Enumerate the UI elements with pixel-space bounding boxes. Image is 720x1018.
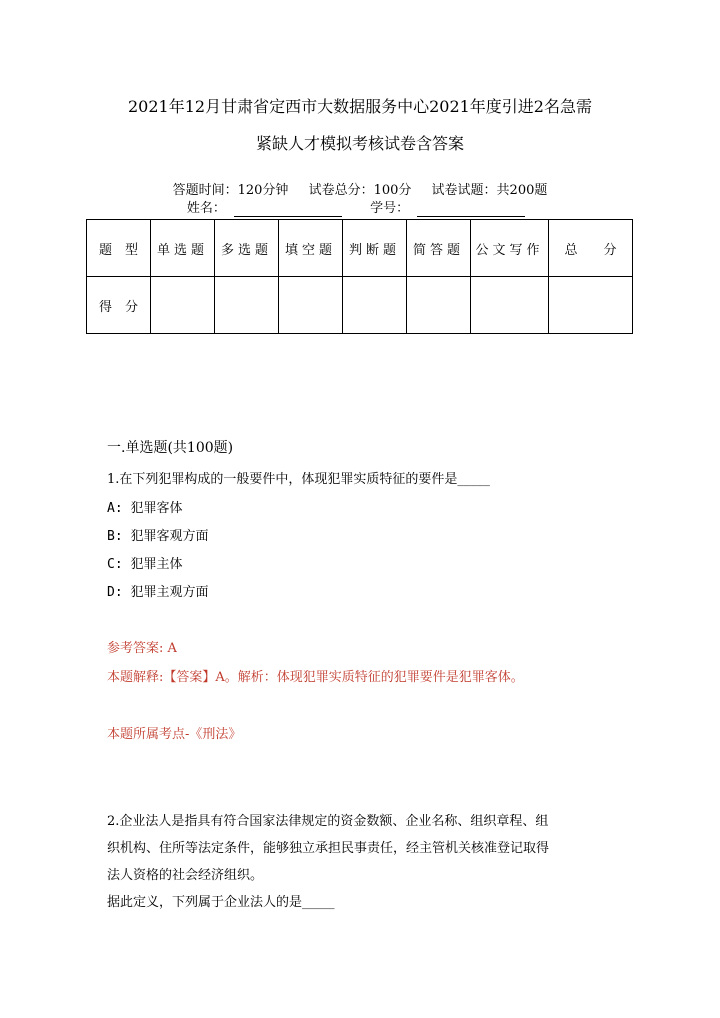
q1-explanation: 本题解释:【答案】A。解析：体现犯罪实质特征的犯罪要件是犯罪客体。: [107, 670, 524, 685]
score-cell[interactable]: [471, 277, 549, 334]
col-official-writing: 公文写作: [471, 220, 549, 277]
col-fill-blank: 填空题: [279, 220, 343, 277]
row-header-score: 得 分: [87, 277, 151, 334]
score-cell[interactable]: [343, 277, 407, 334]
q1-topic: 本题所属考点-《刑法》: [107, 727, 242, 742]
score-cell[interactable]: [215, 277, 279, 334]
col-total: 总 分: [549, 220, 633, 277]
student-id-blank: [417, 204, 525, 217]
q1-option-b: B: 犯罪客观方面: [107, 529, 209, 544]
score-table-header-row: [87, 220, 633, 277]
score-table-score-row: [87, 277, 633, 334]
q1-option-a: A: 犯罪客体: [107, 501, 183, 516]
score-cell[interactable]: [407, 277, 471, 334]
q1-stem: 1.在下列犯罪构成的一般要件中，体现犯罪实质特征的要件是_____: [107, 472, 490, 487]
q2-stem-line-3: 法人资格的社会经济组织。: [107, 868, 264, 883]
name-label: 姓名：: [186, 201, 226, 216]
name-blank: [234, 204, 342, 217]
col-single-choice: 单选题: [151, 220, 215, 277]
total-score: 试卷总分：100分: [308, 183, 412, 198]
col-true-false: 判断题: [343, 220, 407, 277]
row-header-question-type: 题 型: [87, 220, 151, 277]
exam-title-line-2: 紧缺人才模拟考核试卷含答案: [255, 134, 464, 153]
col-multiple-choice: 多选题: [215, 220, 279, 277]
q2-stem-line-1: 2.企业法人是指具有符合国家法律规定的资金数额、企业名称、组织章程、组: [107, 814, 549, 829]
score-cell[interactable]: [549, 277, 633, 334]
score-table: [86, 219, 633, 334]
q1-option-c: C: 犯罪主体: [107, 557, 183, 572]
student-id-field: [370, 201, 533, 216]
student-id-label: 学号：: [370, 201, 410, 216]
exam-info-row: [0, 183, 720, 199]
q1-answer: 参考答案: A: [107, 641, 177, 656]
exam-time: 答题时间：120分钟: [172, 183, 289, 198]
q1-option-d: D: 犯罪主观方面: [107, 585, 209, 600]
q2-stem-line-4: 据此定义，下列属于企业法人的是_____: [107, 895, 335, 910]
student-info-row: [0, 201, 720, 217]
score-cell[interactable]: [151, 277, 215, 334]
col-short-answer: 简答题: [407, 220, 471, 277]
score-cell[interactable]: [279, 277, 343, 334]
name-field: [187, 201, 350, 216]
total-questions: 试卷试题：共200题: [431, 183, 548, 198]
section-title: 一.单选题(共100题): [107, 440, 234, 456]
q2-stem-line-2: 织机构、住所等法定条件，能够独立承担民事责任，经主管机关核准登记取得: [107, 841, 550, 856]
exam-title-line-1: 2021年12月甘肃省定西市大数据服务中心2021年度引进2名急需: [128, 97, 592, 116]
